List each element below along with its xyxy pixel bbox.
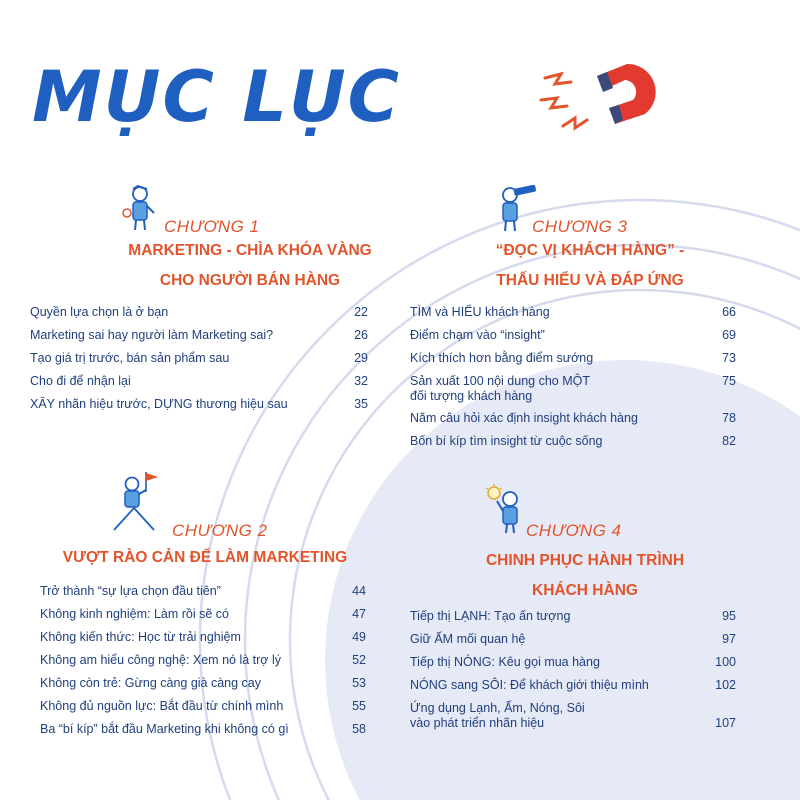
toc-item-title: Không kiến thức: Học từ trải nghiệm bbox=[40, 630, 241, 644]
chapter-label: CHƯƠNG 3 bbox=[532, 217, 628, 236]
toc-item[interactable] bbox=[40, 626, 366, 649]
toc-item-title: Giữ ẤM mối quan hệ bbox=[410, 632, 526, 646]
toc-item-title: Không kinh nghiệm: Làm rồi sẽ có bbox=[40, 607, 229, 621]
toc-item-title: NÓNG sang SÔI: Để khách giới thiệu mình bbox=[410, 678, 649, 692]
toc-item-title: Không đủ nguồn lực: Bắt đầu từ chính mình bbox=[40, 699, 284, 713]
toc-item-title: Tiếp thị LẠNH: Tạo ấn tượng bbox=[410, 609, 571, 623]
chapter-title bbox=[40, 236, 460, 296]
toc-item[interactable] bbox=[30, 393, 368, 416]
chapter-title-line: KHÁCH HÀNG bbox=[532, 582, 638, 599]
toc-item[interactable] bbox=[410, 430, 736, 453]
toc-item-title: Tạo giá trị trước, bán sản phẩm sau bbox=[30, 351, 230, 365]
toc-item[interactable] bbox=[410, 674, 736, 697]
telescope-person-icon bbox=[494, 183, 542, 233]
toc-item-title-line: Ứng dụng Lạnh, Ấm, Nóng, Sôi bbox=[410, 701, 585, 715]
chapter-title-line: VƯỢT RÀO CẢN ĐỂ LÀM MARKETING bbox=[62, 549, 348, 566]
toc-item-page: 100 bbox=[715, 655, 736, 669]
toc-item-title-line: Sản xuất 100 nội dung cho MỘT bbox=[410, 374, 590, 388]
chapter-title-line: THẤU HIỂU VÀ ĐÁP ỨNG bbox=[496, 272, 684, 289]
chapter-label: CHƯƠNG 1 bbox=[164, 217, 260, 236]
toc-item-title: Cho đi để nhận lại bbox=[30, 374, 131, 388]
toc-item-page: 95 bbox=[722, 609, 736, 623]
toc-item[interactable] bbox=[410, 370, 736, 407]
toc-item-page: 32 bbox=[354, 374, 368, 388]
toc-item-page: 107 bbox=[715, 716, 736, 730]
toc-item-page: 55 bbox=[352, 699, 366, 713]
toc-item[interactable] bbox=[410, 324, 736, 347]
chapter-title-line: “ĐỌC VỊ KHÁCH HÀNG” - bbox=[495, 242, 685, 259]
toc-item-page: 82 bbox=[722, 434, 736, 448]
chapter-title bbox=[400, 546, 770, 606]
toc-item[interactable] bbox=[30, 347, 368, 370]
magnet-icon bbox=[535, 48, 665, 138]
toc-item-page: 73 bbox=[722, 351, 736, 365]
toc-item-title: Bốn bí kíp tìm insight từ cuộc sống bbox=[410, 434, 603, 448]
toc-item-page: 44 bbox=[352, 584, 366, 598]
toc-list bbox=[30, 301, 368, 416]
page-title: MỤC LỤC bbox=[32, 56, 402, 138]
chapter-title-line: CHINH PHỤC HÀNH TRÌNH bbox=[485, 552, 685, 569]
toc-item-page: 35 bbox=[354, 397, 368, 411]
toc-item-page: 75 bbox=[722, 374, 736, 388]
toc-item-title: TÌM và HIỂU khách hàng bbox=[410, 305, 550, 319]
toc-item-title: XÂY nhãn hiệu trước, DỰNG thương hiệu sau bbox=[30, 397, 288, 411]
toc-item-page: 29 bbox=[354, 351, 368, 365]
toc-item[interactable] bbox=[30, 370, 368, 393]
toc-item-title-line: đối tượng khách hàng bbox=[410, 389, 533, 403]
toc-item-page: 58 bbox=[352, 722, 366, 736]
toc-item-title-line: vào phát triển nhãn hiệu bbox=[410, 716, 545, 730]
mountain-climber-icon bbox=[112, 470, 164, 532]
toc-item[interactable] bbox=[40, 672, 366, 695]
toc-list bbox=[410, 605, 736, 734]
toc-item-title: Tiếp thị NÓNG: Kêu gọi mua hàng bbox=[410, 655, 600, 669]
toc-item-page: 22 bbox=[354, 305, 368, 319]
toc-item-title: Không còn trẻ: Gừng càng già càng cay bbox=[40, 676, 262, 690]
toc-item-title: Marketing sai hay người làm Marketing sai? bbox=[30, 328, 274, 342]
toc-item-title: Ba “bí kíp” bắt đầu Marketing khi không có gì bbox=[40, 722, 289, 736]
toc-item-page: 47 bbox=[352, 607, 366, 621]
toc-item[interactable] bbox=[410, 628, 736, 651]
toc-item[interactable] bbox=[40, 580, 366, 603]
toc-item-page: 102 bbox=[715, 678, 736, 692]
toc-item[interactable] bbox=[410, 651, 736, 674]
toc-item-page: 78 bbox=[722, 411, 736, 425]
toc-item[interactable] bbox=[40, 603, 366, 626]
toc-item-title: Trở thành “sự lựa chọn đầu tiên” bbox=[40, 584, 221, 598]
toc-item[interactable] bbox=[410, 605, 736, 628]
chapter-label: CHƯƠNG 2 bbox=[172, 521, 268, 540]
toc-item[interactable] bbox=[410, 347, 736, 370]
toc-item-page: 26 bbox=[354, 328, 368, 342]
toc-item-title: Điểm chạm vào “insight” bbox=[410, 328, 545, 342]
toc-item[interactable] bbox=[410, 301, 736, 324]
chapter-title-line: CHO NGƯỜI BÁN HÀNG bbox=[159, 272, 341, 289]
chapter-title bbox=[400, 236, 780, 296]
toc-item[interactable] bbox=[30, 301, 368, 324]
toc-item-title: Không am hiểu công nghệ: Xem nó là trợ lý bbox=[40, 653, 281, 667]
toc-item[interactable] bbox=[410, 407, 736, 430]
toc-item-title bbox=[410, 701, 736, 731]
toc-item-page: 66 bbox=[722, 305, 736, 319]
chapter-title-line: MARKETING - CHÌA KHÓA VÀNG bbox=[128, 242, 372, 259]
idea-person-icon bbox=[484, 484, 530, 534]
toc-item[interactable] bbox=[410, 697, 736, 734]
toc-item[interactable] bbox=[40, 649, 366, 672]
chapter-title bbox=[30, 543, 380, 573]
toc-item[interactable] bbox=[30, 324, 368, 347]
thinking-person-icon bbox=[118, 183, 162, 233]
chapter-label: CHƯƠNG 4 bbox=[526, 521, 622, 540]
toc-item-page: 52 bbox=[352, 653, 366, 667]
toc-item-page: 97 bbox=[722, 632, 736, 646]
toc-item-title: Kích thích hơn bằng điểm sướng bbox=[410, 351, 594, 365]
toc-item-page: 53 bbox=[352, 676, 366, 690]
toc-item-page: 49 bbox=[352, 630, 366, 644]
toc-item-title: Quyền lựa chọn là ở bạn bbox=[30, 305, 169, 319]
toc-item-title: Năm câu hỏi xác định insight khách hàng bbox=[410, 411, 638, 425]
toc-item[interactable] bbox=[40, 695, 366, 718]
toc-list bbox=[410, 301, 736, 453]
toc-item[interactable] bbox=[40, 718, 366, 741]
toc-item-page: 69 bbox=[722, 328, 736, 342]
toc-list bbox=[40, 580, 366, 741]
toc-item-title bbox=[410, 374, 736, 404]
